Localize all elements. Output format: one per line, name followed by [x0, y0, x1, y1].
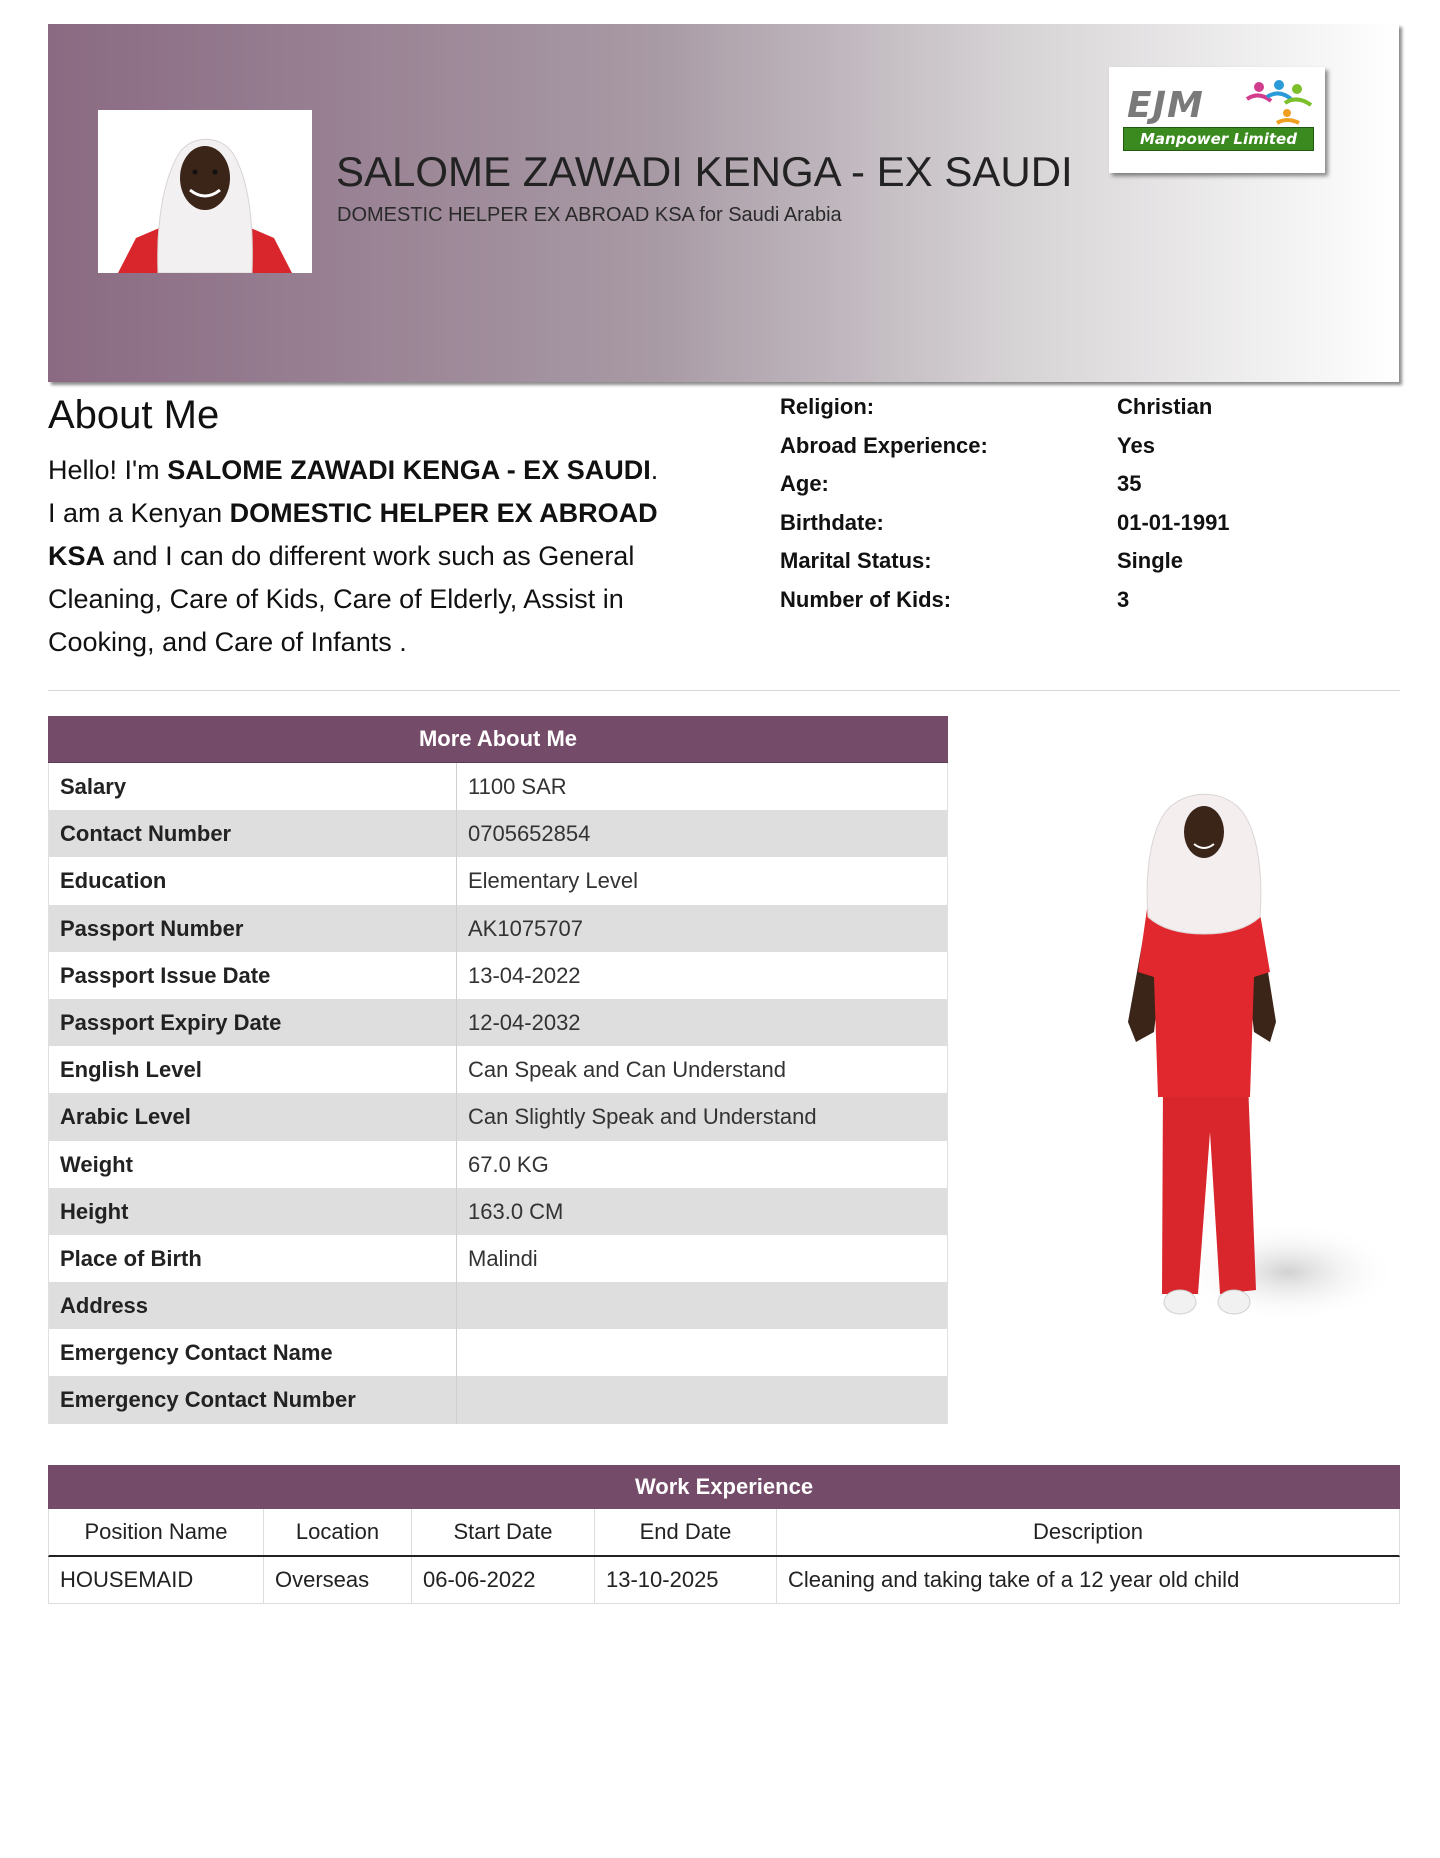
company-logo	[1109, 67, 1325, 173]
row-value: 67.0 KG	[457, 1141, 948, 1188]
table-cell: 06-06-2022	[412, 1557, 595, 1603]
role-prefix: I am a Kenyan	[48, 498, 230, 528]
fact-row	[780, 542, 1400, 581]
row-value: 13-04-2022	[457, 952, 948, 999]
fact-row	[780, 388, 1400, 427]
table-row	[48, 1046, 948, 1093]
table-row	[48, 905, 948, 952]
row-value: Can Speak and Can Understand	[457, 1046, 948, 1093]
table-cell: HOUSEMAID	[49, 1557, 264, 1603]
row-label: Salary	[48, 763, 457, 810]
fact-value: 01-01-1991	[1117, 509, 1230, 535]
facts-list	[780, 388, 1400, 619]
more-about-table	[48, 716, 948, 1424]
fact-row	[780, 465, 1400, 504]
row-label: Passport Issue Date	[48, 952, 457, 999]
table-row	[48, 952, 948, 999]
row-value: Can Slightly Speak and Understand	[457, 1093, 948, 1140]
fact-value: 3	[1117, 586, 1130, 612]
section-divider	[48, 690, 1400, 691]
fact-label: Abroad Experience:	[780, 432, 988, 458]
column-header: Position Name	[49, 1509, 264, 1555]
fact-row	[780, 504, 1400, 543]
table-row	[48, 1188, 948, 1235]
logo-text: EJM	[1127, 85, 1204, 126]
people-logo-icon	[1237, 77, 1317, 127]
full-body-photo	[958, 712, 1420, 1432]
row-value	[457, 1282, 948, 1329]
row-label: Contact Number	[48, 810, 457, 857]
row-label: Address	[48, 1282, 457, 1329]
page-subtitle: DOMESTIC HELPER EX ABROAD KSA for Saudi Arabia	[337, 204, 842, 226]
row-label: Weight	[48, 1141, 457, 1188]
table-row	[48, 1282, 948, 1329]
fact-value: 35	[1117, 471, 1142, 496]
intro-period: .	[650, 455, 659, 485]
row-value: Elementary Level	[457, 857, 948, 904]
column-header: End Date	[595, 1509, 777, 1555]
table-row	[48, 810, 948, 857]
table-row	[48, 1376, 948, 1423]
fact-value: Single	[1117, 548, 1184, 573]
intro-prefix: Hello! I'm	[48, 455, 168, 485]
fact-label: Age:	[780, 471, 829, 496]
table-header-row	[48, 1509, 1400, 1557]
table-cell: Overseas	[264, 1557, 412, 1603]
fact-value: Yes	[1117, 432, 1155, 458]
fact-label: Marital Status:	[780, 548, 932, 573]
header-banner	[48, 24, 1399, 382]
column-header: Location	[264, 1509, 412, 1555]
row-label: Arabic Level	[48, 1093, 457, 1140]
work-experience-table	[48, 1465, 1400, 1604]
table-row	[48, 999, 948, 1046]
fact-row	[780, 427, 1400, 466]
row-label: Place of Birth	[48, 1235, 457, 1282]
table-row	[48, 1235, 948, 1282]
profile-photo	[98, 110, 312, 273]
row-value: 163.0 CM	[457, 1188, 948, 1235]
column-header: Start Date	[412, 1509, 595, 1555]
row-value: Malindi	[457, 1235, 948, 1282]
about-paragraph	[48, 449, 708, 664]
row-value: 12-04-2032	[457, 999, 948, 1046]
row-value	[457, 1376, 948, 1423]
role-suffix: and I can do different work such as General Cleaning, Care of Kids, Care of Elderly, Assist in Cooking, and Care of Infants .	[48, 541, 635, 657]
table-row	[48, 1329, 948, 1376]
fact-label: Religion:	[780, 394, 875, 419]
table-cell: Cleaning and taking take of a 12 year old child	[788, 1567, 1240, 1592]
intro-name: SALOME ZAWADI KENGA - EX SAUDI	[167, 455, 651, 485]
table-row	[48, 857, 948, 904]
table-row	[48, 1093, 948, 1140]
fact-label: Birthdate:	[780, 509, 884, 535]
table-row	[48, 1141, 948, 1188]
row-label: Emergency Contact Number	[48, 1376, 457, 1423]
row-label: English Level	[48, 1046, 457, 1093]
row-value	[457, 1329, 948, 1376]
role-name: DOMESTIC HELPER EX ABROAD KSA	[48, 498, 658, 571]
row-label: Passport Expiry Date	[48, 999, 457, 1046]
table-row	[48, 1557, 1400, 1604]
table-cell: 13-10-2025	[595, 1557, 777, 1603]
about-heading: About Me	[48, 393, 220, 437]
work-experience-title: Work Experience	[48, 1465, 1400, 1509]
row-label: Education	[48, 857, 457, 904]
table-row	[48, 763, 948, 810]
row-value: 0705652854	[457, 810, 948, 857]
row-label: Height	[48, 1188, 457, 1235]
fact-label: Number of Kids:	[780, 586, 952, 612]
fact-value: Christian	[1117, 394, 1213, 419]
row-label: Passport Number	[48, 905, 457, 952]
more-about-rows	[48, 763, 948, 1424]
row-label: Emergency Contact Name	[48, 1329, 457, 1376]
more-about-title: More About Me	[48, 716, 948, 763]
page-title: SALOME ZAWADI KENGA - EX SAUDI	[336, 148, 1073, 195]
fact-row	[780, 581, 1400, 620]
row-value: AK1075707	[457, 905, 948, 952]
column-header: Description	[1032, 1519, 1144, 1544]
logo-tagline: Manpower Limited	[1123, 127, 1314, 151]
row-value: 1100 SAR	[457, 763, 948, 810]
